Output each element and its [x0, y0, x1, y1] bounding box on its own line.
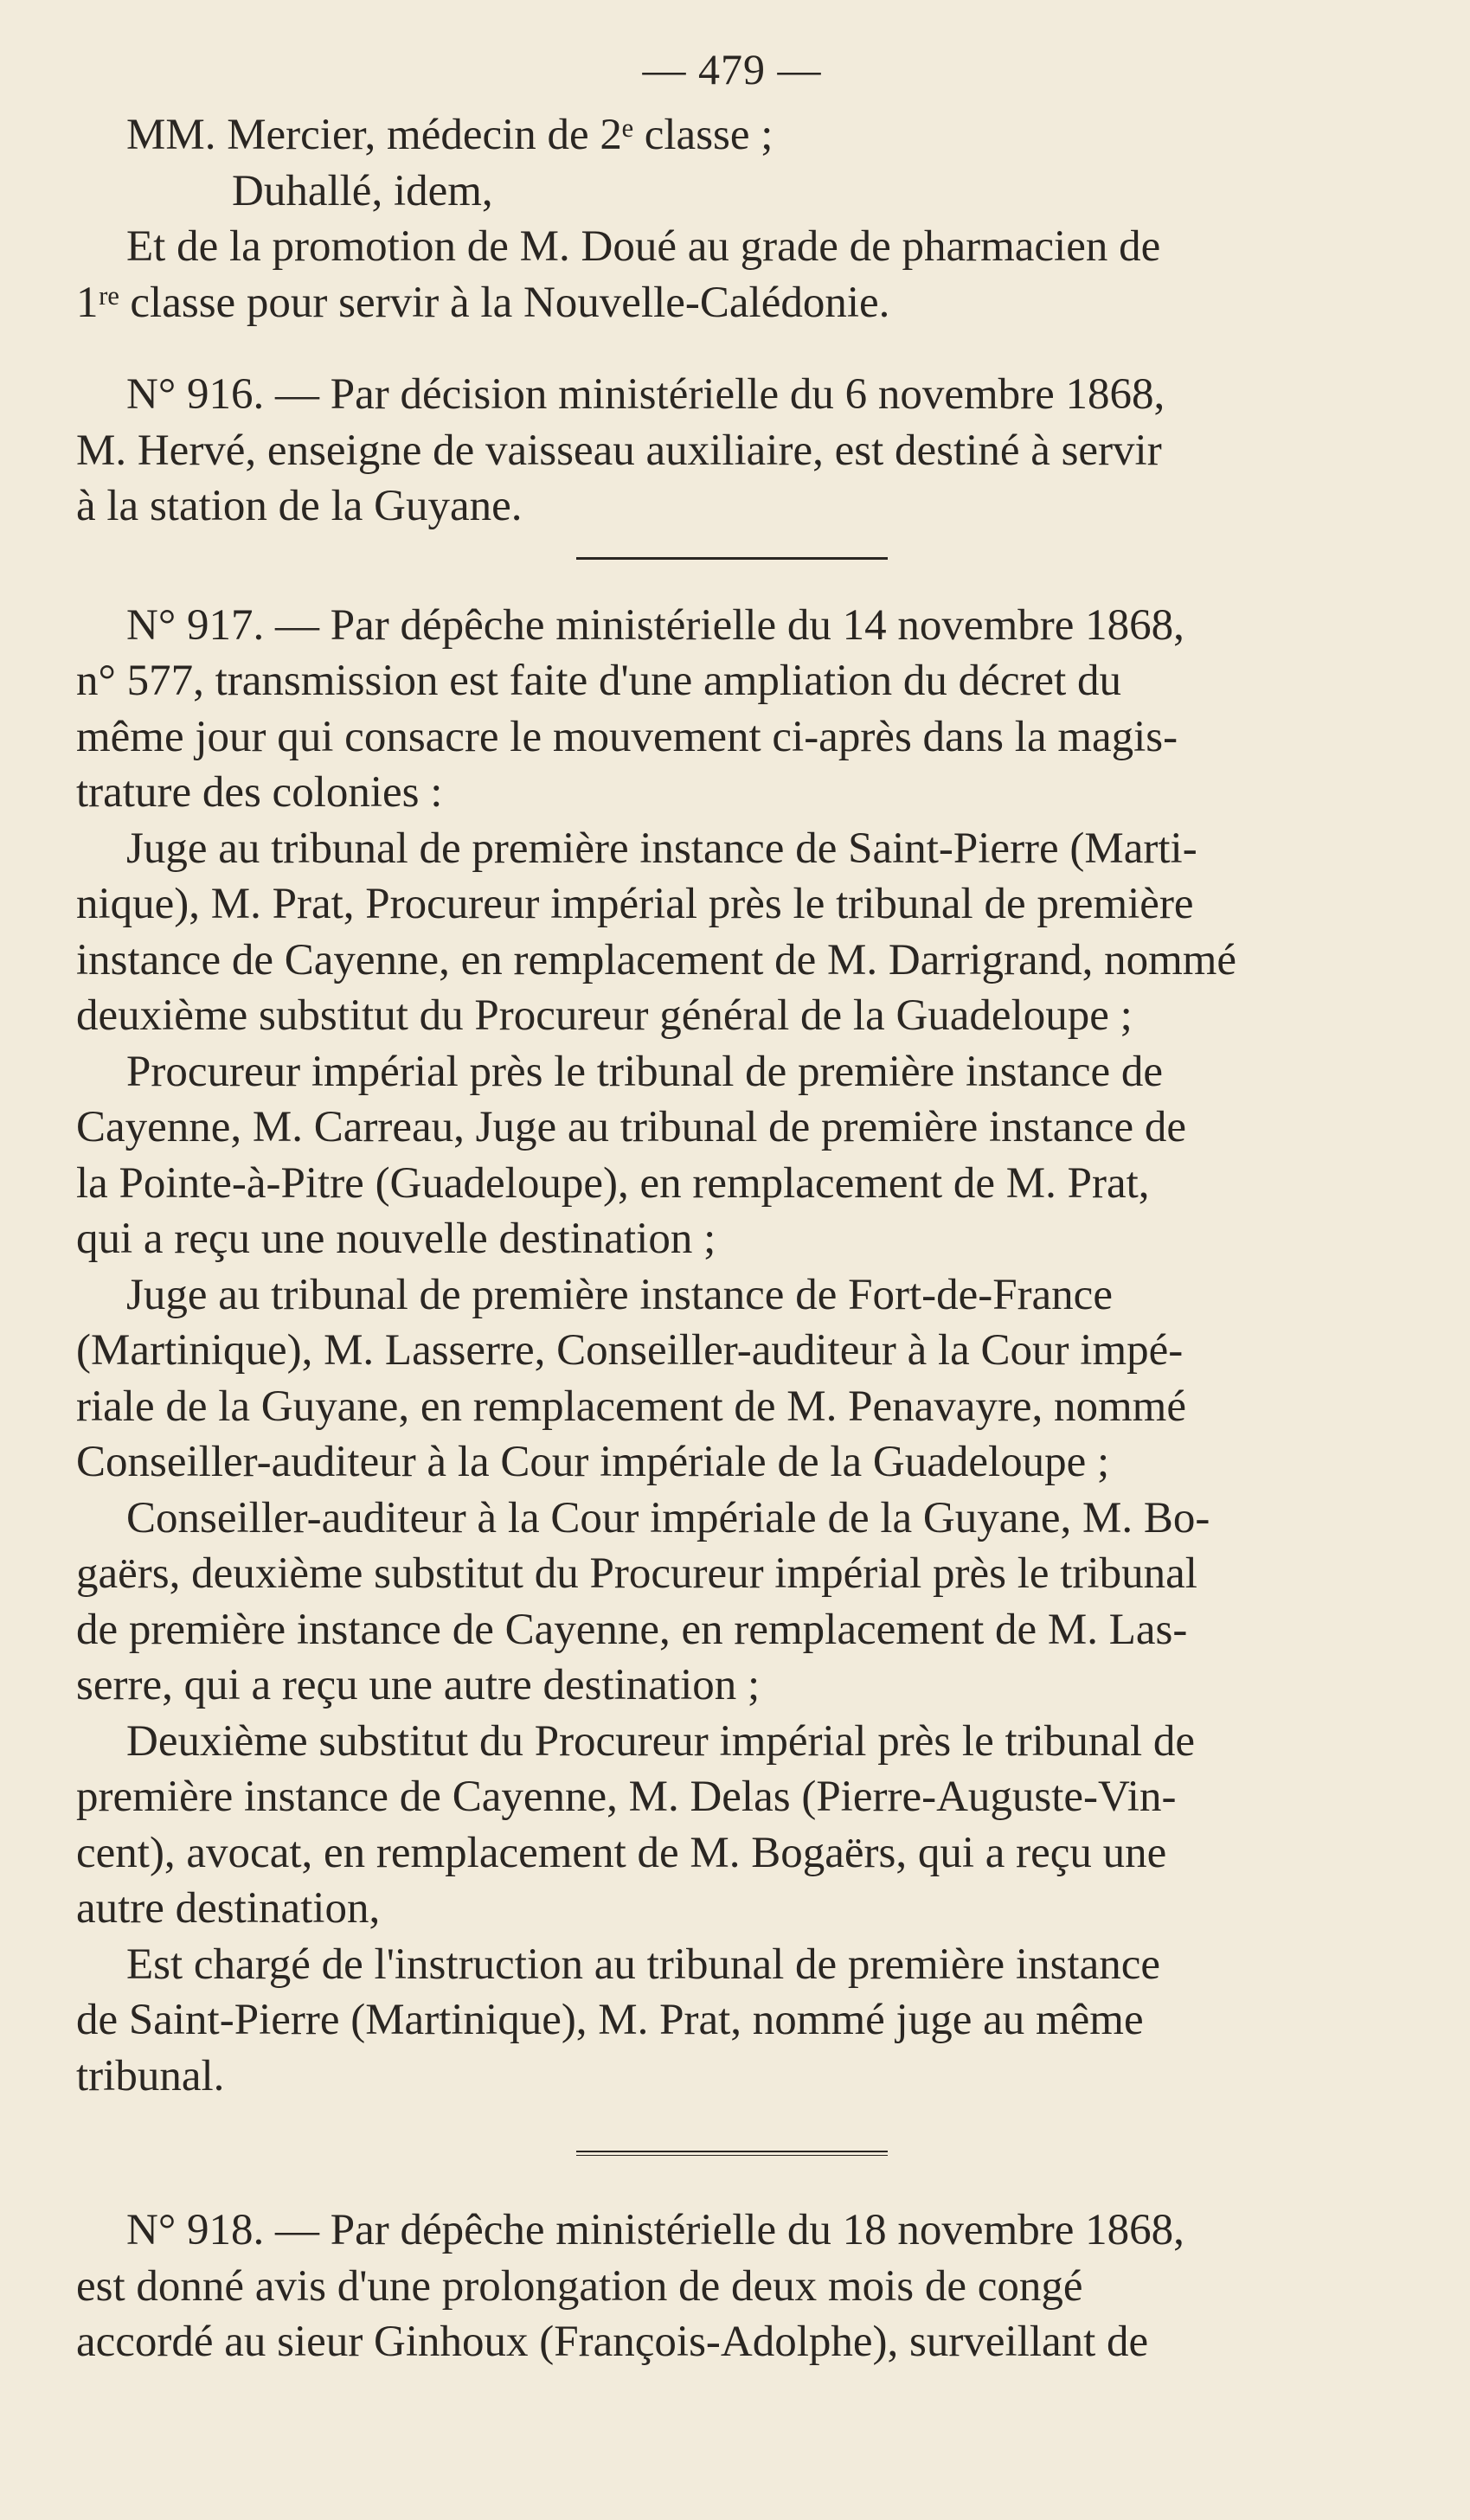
- text-line: N° 917. — Par dépêche ministérielle du 14 novembre 1868,: [126, 600, 1184, 650]
- text-line: Juge au tribunal de première instance de Saint-Pierre (Marti-: [126, 824, 1197, 873]
- page-number: — 479 —: [642, 45, 822, 93]
- text-line: gaërs, deuxième substitut du Procureur impérial près le tribunal: [76, 1549, 1197, 1598]
- text-line: instance de Cayenne, en remplacement de M. Darrigrand, nommé: [76, 935, 1237, 984]
- text-line: (Martinique), M. Lasserre, Conseiller-auditeur à la Cour impé-: [76, 1326, 1184, 1375]
- text-line: N° 918. — Par dépêche ministérielle du 18 novembre 1868,: [126, 2206, 1184, 2254]
- text-line: Conseiller-auditeur à la Cour impériale de la Guyane, M. Bo-: [126, 1493, 1210, 1542]
- text-line: autre destination,: [76, 1884, 381, 1933]
- text-line: deuxième substitut du Procureur général de la Guadeloupe ;: [76, 991, 1133, 1040]
- text-line: qui a reçu une nouvelle destination ;: [76, 1215, 716, 1263]
- text-line: nique), M. Prat, Procureur impérial près le tribunal de première: [76, 880, 1194, 928]
- section-divider: [576, 2151, 888, 2152]
- intro-paragraph: [76, 107, 1388, 330]
- text-line: M. Hervé, enseigne de vaisseau auxiliaire, est destiné à servir: [76, 426, 1162, 475]
- text-line: MM. Mercier, médecin de 2ᵉ classe ;: [126, 111, 774, 159]
- entry-916: [76, 367, 1388, 535]
- text-line: Procureur impérial près le tribunal de première instance de: [126, 1047, 1164, 1096]
- text-line: Cayenne, M. Carreau, Juge au tribunal de première instance de: [76, 1103, 1186, 1151]
- entry-918: [76, 2203, 1388, 2370]
- text-line: Duhallé, idem,: [232, 166, 493, 215]
- text-line: n° 577, transmission est faite d'une ampliation du décret du: [76, 657, 1121, 705]
- text-line: Et de la promotion de M. Doué au grade de pharmacien de: [126, 222, 1161, 271]
- text-line: de première instance de Cayenne, en remplacement de M. Las-: [76, 1605, 1188, 1654]
- entry-917: [76, 598, 1388, 2105]
- text-line: Juge au tribunal de première instance de Fort-de-France: [126, 1270, 1113, 1319]
- text-line: Conseiller-auditeur à la Cour impériale de la Guadeloupe ;: [76, 1438, 1110, 1486]
- text-line: riale de la Guyane, en remplacement de M. Penavayre, nommé: [76, 1382, 1186, 1431]
- text-line: trature des colonies :: [76, 768, 443, 817]
- section-divider: [576, 557, 888, 560]
- text-line: tribunal.: [76, 2051, 225, 2100]
- text-line: première instance de Cayenne, M. Delas (Pierre-Auguste-Vin-: [76, 1773, 1177, 1821]
- text-line: la Pointe-à-Pitre (Guadeloupe), en remplacement de M. Prat,: [76, 1158, 1150, 1208]
- text-line: accordé au sieur Ginhoux (François-Adolphe), surveillant de: [76, 2318, 1149, 2366]
- text-line: Est chargé de l'instruction au tribunal de première instance: [126, 1940, 1160, 1989]
- text-line: cent), avocat, en remplacement de M. Bogaërs, qui a reçu une: [76, 1828, 1167, 1877]
- text-line: 1ʳᵉ classe pour servir à la Nouvelle-Calédonie.: [76, 278, 890, 327]
- text-line: serre, qui a reçu une autre destination ;: [76, 1661, 761, 1709]
- text-line: de Saint-Pierre (Martinique), M. Prat, nommé juge au même: [76, 1996, 1144, 2044]
- text-line: est donné avis d'une prolongation de deux mois de congé: [76, 2261, 1083, 2311]
- text-line: N° 916. — Par décision ministérielle du 6 novembre 1868,: [126, 370, 1165, 419]
- text-line: même jour qui consacre le mouvement ci-après dans la magis-: [76, 712, 1178, 761]
- text-line: Deuxième substitut du Procureur impérial près le tribunal de: [126, 1716, 1196, 1766]
- spacer: [76, 330, 1388, 367]
- text-line: à la station de la Guyane.: [76, 482, 523, 530]
